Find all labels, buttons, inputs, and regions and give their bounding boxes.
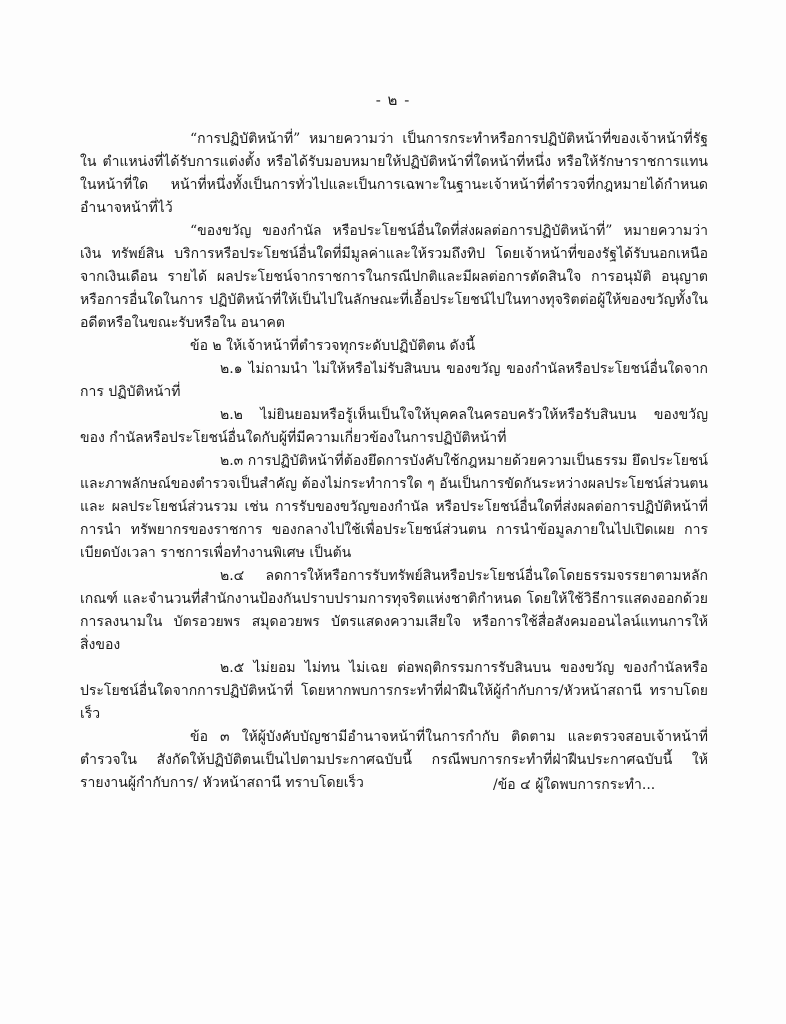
definition-performance-of-duty: “การปฏิบัติหน้าที่” หมายความว่า เป็นการกระทำหรือการปฏิบัติหน้าที่ของเจ้าหน้าที่รัฐใน ตำแหน่งที่ได้รับการแต่งตั้ง หรือได้รับมอบหมายให้ปฏิบัติหน้าที่ใดหน้าที่หนึ่ง หรือให้รักษาราชการแทนในหน้าที่ใด หน้าที่หนึ่งทั้งเป็นการทั่วไปและเป็นการเฉพาะในฐานะเจ้าหน้าที่ตำรวจที่กฎหมายได้กำหนดอำนาจหน้าที่ไว้ — [80, 131, 708, 216]
document-body — [80, 128, 708, 795]
clause-2-3: ๒.๓ การปฏิบัติหน้าที่ต้องยึดการบังคับใช้กฎหมายด้วยความเป็นธรรม ยึดประโยชน์ และภาพลักษณ์ของตำรวจเป็นสำคัญ ต้องไม่กระทำการใด ๆ อันเป็นการขัดกันระหว่างผลประโยชน์ส่วนตนและ ผลประโยชน์ส่วนรวม เช่น การรับของขวัญของกำนัล หรือประโยชน์อื่นใดที่ส่งผลต่อการปฏิบัติหน้าที่การนำ ทรัพยากรของราชการ ของกลางไปใช้เพื่อประโยชน์ส่วนตน การนำข้อมูลภายในไปเปิดเผย การเบียดบังเวลา ราชการเพื่อทำงานพิเศษ เป็นต้น — [80, 453, 708, 561]
next-page-reference: /ข้อ ๔ ผู้ใดพบการกระทำ... — [493, 777, 656, 793]
clause-2-2: ๒.๒ ไม่ยินยอมหรือรู้เห็นเป็นใจให้บุคคลในครอบครัวให้หรือรับสินบน ของขวัญ ของ กำนัลหรือประโยชน์อื่นใดกับผู้ที่มีความเกี่ยวข้องในการปฏิบัติหน้าที่ — [80, 407, 708, 446]
definition-gifts: “ของขวัญ ของกำนัล หรือประโยชน์อื่นใดที่ส่งผลต่อการปฏิบัติหน้าที่” หมายความว่า เงิน ทรัพย์สิน บริการหรือประโยชน์อื่นใดที่มีมูลค่าและให้รวมถึงทิป โดยเจ้าหน้าที่ของรัฐได้รับนอกเหนือจากเงินเดือน รายได้ ผลประโยชน์จากราชการในกรณีปกติและมีผลต่อการตัดสินใจ การอนุมัติ อนุญาต หรือการอื่นใดในการ ปฏิบัติหน้าที่ให้เป็นไปในลักษณะที่เอื้อประโยชน์ไปในทางทุจริตต่อผู้ให้ของขวัญทั้งในอดีตหรือในขณะรับหรือใน อนาคต — [80, 223, 708, 331]
clause-3: ข้อ ๓ ให้ผู้บังคับบัญชามีอำนาจหน้าที่ในการกำกับ ติดตาม และตรวจสอบเจ้าหน้าที่ตำรวจใน สังกัดให้ปฏิบัติตนเป็นไปตามประกาศฉบับนี้ กรณีพบการกระทำที่ฝ่าฝืนประกาศฉบับนี้ ให้รายงานผู้กำกับการ/ หัวหน้าสถานี ทราบโดยเร็ว — [80, 729, 708, 791]
clause-2-4: ๒.๔ ลดการให้หรือการรับทรัพย์สินหรือประโยชน์อื่นใดโดยธรรมจรรยาตามหลักเกณฑ์ และจำนวนที่สำนักงานป้องกันปราบปรามการทุจริตแห่งชาติกำหนด โดยให้ใช้วิธีการแสดงออกด้วยการลงนามใน บัตรอวยพร สมุดอวยพร บัตรแสดงความเสียใจ หรือการใช้สื่อสังคมออนไลน์แทนการให้สิ่งของ — [80, 568, 708, 653]
clause-2-5: ๒.๕ ไม่ยอม ไม่ทน ไม่เฉย ต่อพฤติกรรมการรับสินบน ของขวัญ ของกำนัลหรือ ประโยชน์อื่นใดจากการปฏิบัติหน้าที่ โดยหากพบการกระทำที่ฝ่าฝืนให้ผู้กำกับการ/หัวหน้าสถานี ทราบโดยเร็ว — [80, 660, 708, 722]
clause-2-heading: ข้อ ๒ ให้เจ้าหน้าที่ตำรวจทุกระดับปฏิบัติตน ดังนี้ — [190, 338, 476, 354]
clause-2-1: ๒.๑ ไม่ถามนำ ไม่ให้หรือไม่รับสินบน ของขวัญ ของกำนัลหรือประโยชน์อื่นใดจากการ ปฏิบัติหน้าที่ — [80, 361, 708, 400]
page-number: - ๒ - — [375, 91, 411, 109]
